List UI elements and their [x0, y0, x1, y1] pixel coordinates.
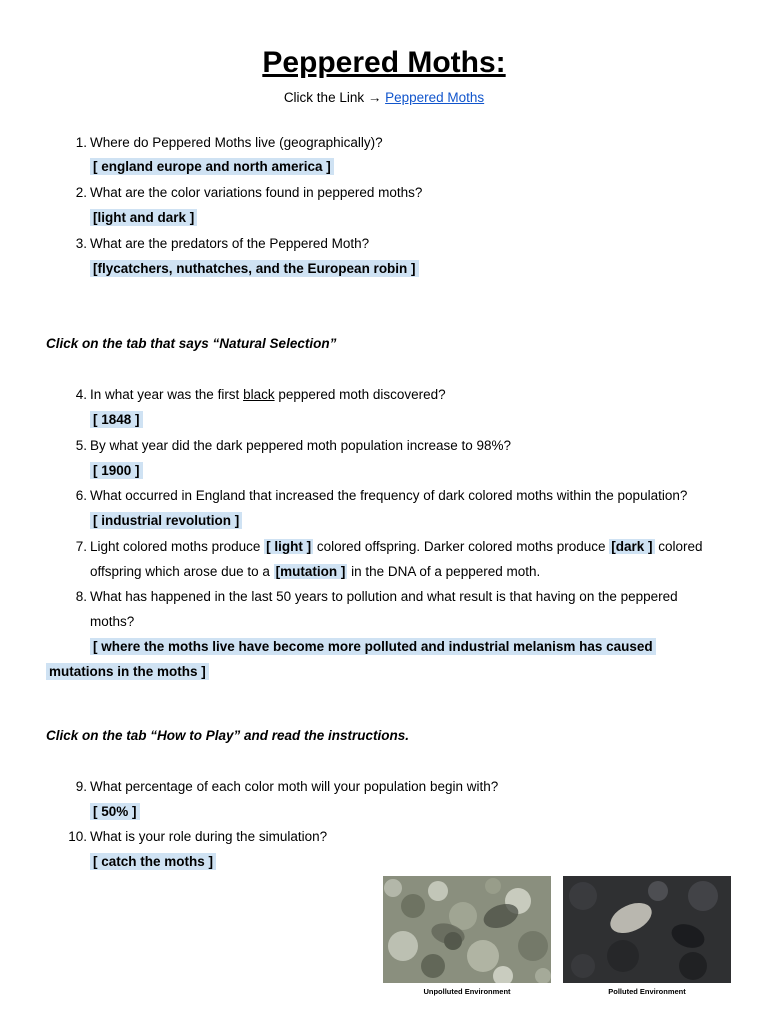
unpolluted-environment-caption: Unpolluted Environment — [423, 987, 511, 996]
question-text: By what year did the dark peppered moth population increase to 98%? — [90, 438, 512, 453]
question-text-line-1: What has happened in the last 50 years to pollution and what result is that having on the peppered — [90, 589, 678, 604]
question-text: What are the predators of the Peppered Moth? — [90, 236, 370, 251]
question-text: What are the color variations found in peppered moths? — [90, 185, 423, 200]
answer-7-light: [ light ] — [266, 539, 312, 554]
question-8 — [0, 584, 768, 609]
answer-9: [ 50% ] — [90, 803, 140, 820]
answer-10: [ catch the moths ] — [90, 853, 216, 870]
question-3 — [0, 231, 768, 256]
polluted-environment-caption: Polluted Environment — [608, 987, 686, 996]
section-instruction-how-to-play: Click on the tab “How to Play” and read the instructions. — [46, 728, 410, 743]
answer-8-line-1: [ where the moths live have become more polluted and industrial melanism has caused — [90, 638, 656, 655]
question-7-continued — [0, 559, 768, 584]
question-text-part: in the DNA of a peppered moth. — [347, 564, 541, 579]
answer-4: [ 1848 ] — [90, 411, 143, 428]
question-text-line-1 — [90, 534, 703, 559]
question-text-line-2 — [90, 559, 540, 584]
question-10 — [0, 824, 768, 849]
question-text-line-2: moths? — [90, 614, 135, 629]
question-text-part: offspring which arose due to a — [90, 564, 274, 579]
answer-7-dark: [dark ] — [611, 539, 653, 554]
question-number: 5. — [75, 438, 87, 453]
question-text: What occurred in England that increased the frequency of dark colored moths within the population? — [90, 488, 688, 503]
question-number: 8. — [75, 589, 87, 604]
answer-5: [ 1900 ] — [90, 462, 143, 479]
question-text-part: colored offspring. Darker colored moths produce — [313, 539, 610, 554]
sooty-bark-image — [563, 876, 731, 983]
question-number: 1. — [75, 135, 87, 150]
question-text: What is your role during the simulation? — [90, 829, 328, 844]
question-9 — [0, 774, 768, 799]
answer-6: [ industrial revolution ] — [90, 512, 242, 529]
question-text: Where do Peppered Moths live (geographically)? — [90, 135, 383, 150]
answer-2: [light and dark ] — [90, 209, 197, 226]
question-text-part: Light colored moths produce — [90, 539, 265, 554]
question-2 — [0, 180, 768, 205]
answer-3: [flycatchers, nuthatches, and the European robin ] — [90, 260, 419, 277]
question-text-part: colored — [654, 539, 703, 554]
question-text — [90, 382, 446, 407]
question-text-part: In what year was the first — [90, 387, 244, 402]
link-prefix: Click the Link → — [283, 90, 386, 105]
question-5 — [0, 433, 768, 458]
question-number: 10. — [68, 829, 87, 844]
question-number: 7. — [75, 539, 87, 554]
question-6 — [0, 483, 768, 508]
unpolluted-environment-photo — [383, 876, 551, 983]
question-number: 2. — [75, 185, 87, 200]
question-number: 4. — [75, 387, 87, 402]
question-text: What percentage of each color moth will your population begin with? — [90, 779, 499, 794]
underlined-word: black — [243, 387, 275, 402]
section-instruction-natural-selection: Click on the tab that says “Natural Selection” — [46, 336, 337, 351]
answer-7-mutation: [mutation ] — [275, 564, 346, 579]
question-number: 9. — [75, 779, 87, 794]
lichen-bark-image — [383, 876, 551, 983]
link-line — [0, 90, 768, 105]
polluted-environment-photo — [563, 876, 731, 983]
question-text-part: peppered moth discovered? — [274, 387, 446, 402]
page-title: Peppered Moths: — [262, 46, 506, 79]
question-number: 6. — [75, 488, 87, 503]
question-number: 3. — [75, 236, 87, 251]
question-4 — [0, 382, 768, 407]
peppered-moths-link[interactable]: Peppered Moths — [385, 90, 485, 105]
answer-8-line-2: mutations in the moths ] — [46, 663, 209, 680]
question-8-continued — [0, 609, 768, 634]
question-7 — [0, 534, 768, 559]
question-1 — [0, 130, 768, 155]
answer-1: [ england europe and north america ] — [90, 158, 334, 175]
